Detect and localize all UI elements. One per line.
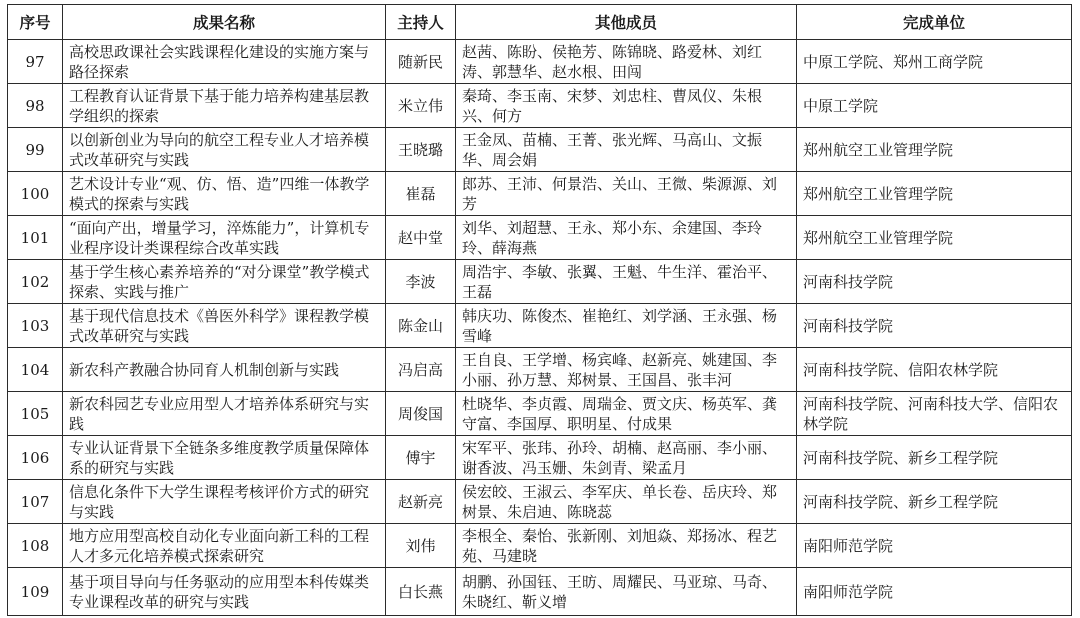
achievement-name: 基于现代信息技术《兽医外科学》课程教学模式改革研究与实践	[63, 304, 386, 348]
completing-unit: 中原工学院	[797, 84, 1072, 128]
table-row	[8, 260, 1072, 304]
table-row	[8, 568, 1072, 616]
other-members: 赵茜、陈盼、侯艳芳、陈锦晓、路爱林、刘红涛、郭慧华、赵水根、田闯	[456, 40, 797, 84]
row-number: 108	[8, 524, 63, 568]
host-name: 随新民	[386, 40, 456, 84]
row-number: 99	[8, 128, 63, 172]
header-number: 序号	[8, 5, 63, 40]
completing-unit: 河南科技学院、信阳农林学院	[797, 348, 1072, 392]
other-members: 胡鹏、孙国钰、王昉、周耀民、马亚琼、马奇、朱晓红、靳义增	[456, 568, 797, 616]
achievement-name: 信息化条件下大学生课程考核评价方式的研究与实践	[63, 480, 386, 524]
other-members: 周浩宇、李敏、张翼、王魁、牛生洋、霍治平、王磊	[456, 260, 797, 304]
row-number: 97	[8, 40, 63, 84]
table-row	[8, 480, 1072, 524]
table-row	[8, 128, 1072, 172]
achievement-name: 艺术设计专业“观、仿、悟、造”四维一体教学模式的探索与实践	[63, 172, 386, 216]
achievement-name: “面向产出，增量学习，淬炼能力”，计算机专业程序设计类课程综合改革实践	[63, 216, 386, 260]
achievement-name: 基于学生核心素养培养的“对分课堂”教学模式探索、实践与推广	[63, 260, 386, 304]
row-number: 102	[8, 260, 63, 304]
host-name: 刘伟	[386, 524, 456, 568]
host-name: 周俊国	[386, 392, 456, 436]
other-members: 王金凤、苗楠、王菁、张光辉、马高山、文振华、周会娟	[456, 128, 797, 172]
other-members: 刘华、刘超慧、王永、郑小东、余建国、李玲玲、薛海燕	[456, 216, 797, 260]
other-members: 李根全、秦怡、张新刚、刘旭焱、郑扬冰、程艺苑、马建晓	[456, 524, 797, 568]
header-achievement-name: 成果名称	[63, 5, 386, 40]
completing-unit: 中原工学院、郑州工商学院	[797, 40, 1072, 84]
table-row	[8, 524, 1072, 568]
host-name: 米立伟	[386, 84, 456, 128]
table-row	[8, 392, 1072, 436]
completing-unit: 南阳师范学院	[797, 568, 1072, 616]
row-number: 104	[8, 348, 63, 392]
achievement-name: 以创新创业为导向的航空工程专业人才培养模式改革研究与实践	[63, 128, 386, 172]
table-row	[8, 40, 1072, 84]
other-members: 韩庆功、陈俊杰、崔艳红、刘学涵、王永强、杨雪峰	[456, 304, 797, 348]
achievement-name: 新农科园艺专业应用型人才培养体系研究与实践	[63, 392, 386, 436]
achievement-name: 工程教育认证背景下基于能力培养构建基层教学组织的探索	[63, 84, 386, 128]
row-number: 101	[8, 216, 63, 260]
completing-unit: 河南科技学院、新乡工程学院	[797, 480, 1072, 524]
achievement-name: 专业认证背景下全链条多维度教学质量保障体系的研究与实践	[63, 436, 386, 480]
row-number: 105	[8, 392, 63, 436]
host-name: 李波	[386, 260, 456, 304]
results-table-container	[7, 4, 1071, 616]
completing-unit: 河南科技学院	[797, 260, 1072, 304]
table-row	[8, 304, 1072, 348]
host-name: 崔磊	[386, 172, 456, 216]
other-members: 宋军平、张玮、孙玲、胡楠、赵高丽、李小丽、谢香波、冯玉姗、朱剑青、梁孟月	[456, 436, 797, 480]
header-completing-unit: 完成单位	[797, 5, 1072, 40]
host-name: 冯启高	[386, 348, 456, 392]
other-members: 侯宏皎、王淑云、李军庆、单长卷、岳庆玲、郑树景、朱启迪、陈晓蕊	[456, 480, 797, 524]
other-members: 秦琦、李玉南、宋梦、刘忠柱、曹凤仪、朱根兴、何方	[456, 84, 797, 128]
host-name: 王晓璐	[386, 128, 456, 172]
other-members: 郎苏、王沛、何景浩、关山、王微、柴源源、刘芳	[456, 172, 797, 216]
host-name: 赵新亮	[386, 480, 456, 524]
table-header-row	[8, 5, 1072, 40]
row-number: 98	[8, 84, 63, 128]
completing-unit: 郑州航空工业管理学院	[797, 128, 1072, 172]
row-number: 103	[8, 304, 63, 348]
achievement-name: 新农科产教融合协同育人机制创新与实践	[63, 348, 386, 392]
completing-unit: 河南科技学院、河南科技大学、信阳农林学院	[797, 392, 1072, 436]
completing-unit: 河南科技学院	[797, 304, 1072, 348]
table-row	[8, 216, 1072, 260]
table-row	[8, 172, 1072, 216]
header-host: 主持人	[386, 5, 456, 40]
header-other-members: 其他成员	[456, 5, 797, 40]
host-name: 傅宇	[386, 436, 456, 480]
host-name: 赵中堂	[386, 216, 456, 260]
achievement-name: 基于项目导向与任务驱动的应用型本科传媒类专业课程改革的研究与实践	[63, 568, 386, 616]
other-members: 杜晓华、李贞霞、周瑞金、贾文庆、杨英军、龚守富、李国厚、职明星、付成果	[456, 392, 797, 436]
host-name: 白长燕	[386, 568, 456, 616]
table-row	[8, 436, 1072, 480]
row-number: 107	[8, 480, 63, 524]
achievement-name: 地方应用型高校自动化专业面向新工科的工程人才多元化培养模式探索研究	[63, 524, 386, 568]
row-number: 100	[8, 172, 63, 216]
completing-unit: 河南科技学院、新乡工程学院	[797, 436, 1072, 480]
table-row	[8, 348, 1072, 392]
row-number: 109	[8, 568, 63, 616]
other-members: 王自良、王学增、杨宾峰、赵新亮、姚建国、李小丽、孙万慧、郑树景、王国昌、张丰河	[456, 348, 797, 392]
row-number: 106	[8, 436, 63, 480]
table-row	[8, 84, 1072, 128]
results-table	[7, 4, 1072, 616]
achievement-name: 高校思政课社会实践课程化建设的实施方案与路径探索	[63, 40, 386, 84]
completing-unit: 南阳师范学院	[797, 524, 1072, 568]
completing-unit: 郑州航空工业管理学院	[797, 172, 1072, 216]
host-name: 陈金山	[386, 304, 456, 348]
completing-unit: 郑州航空工业管理学院	[797, 216, 1072, 260]
